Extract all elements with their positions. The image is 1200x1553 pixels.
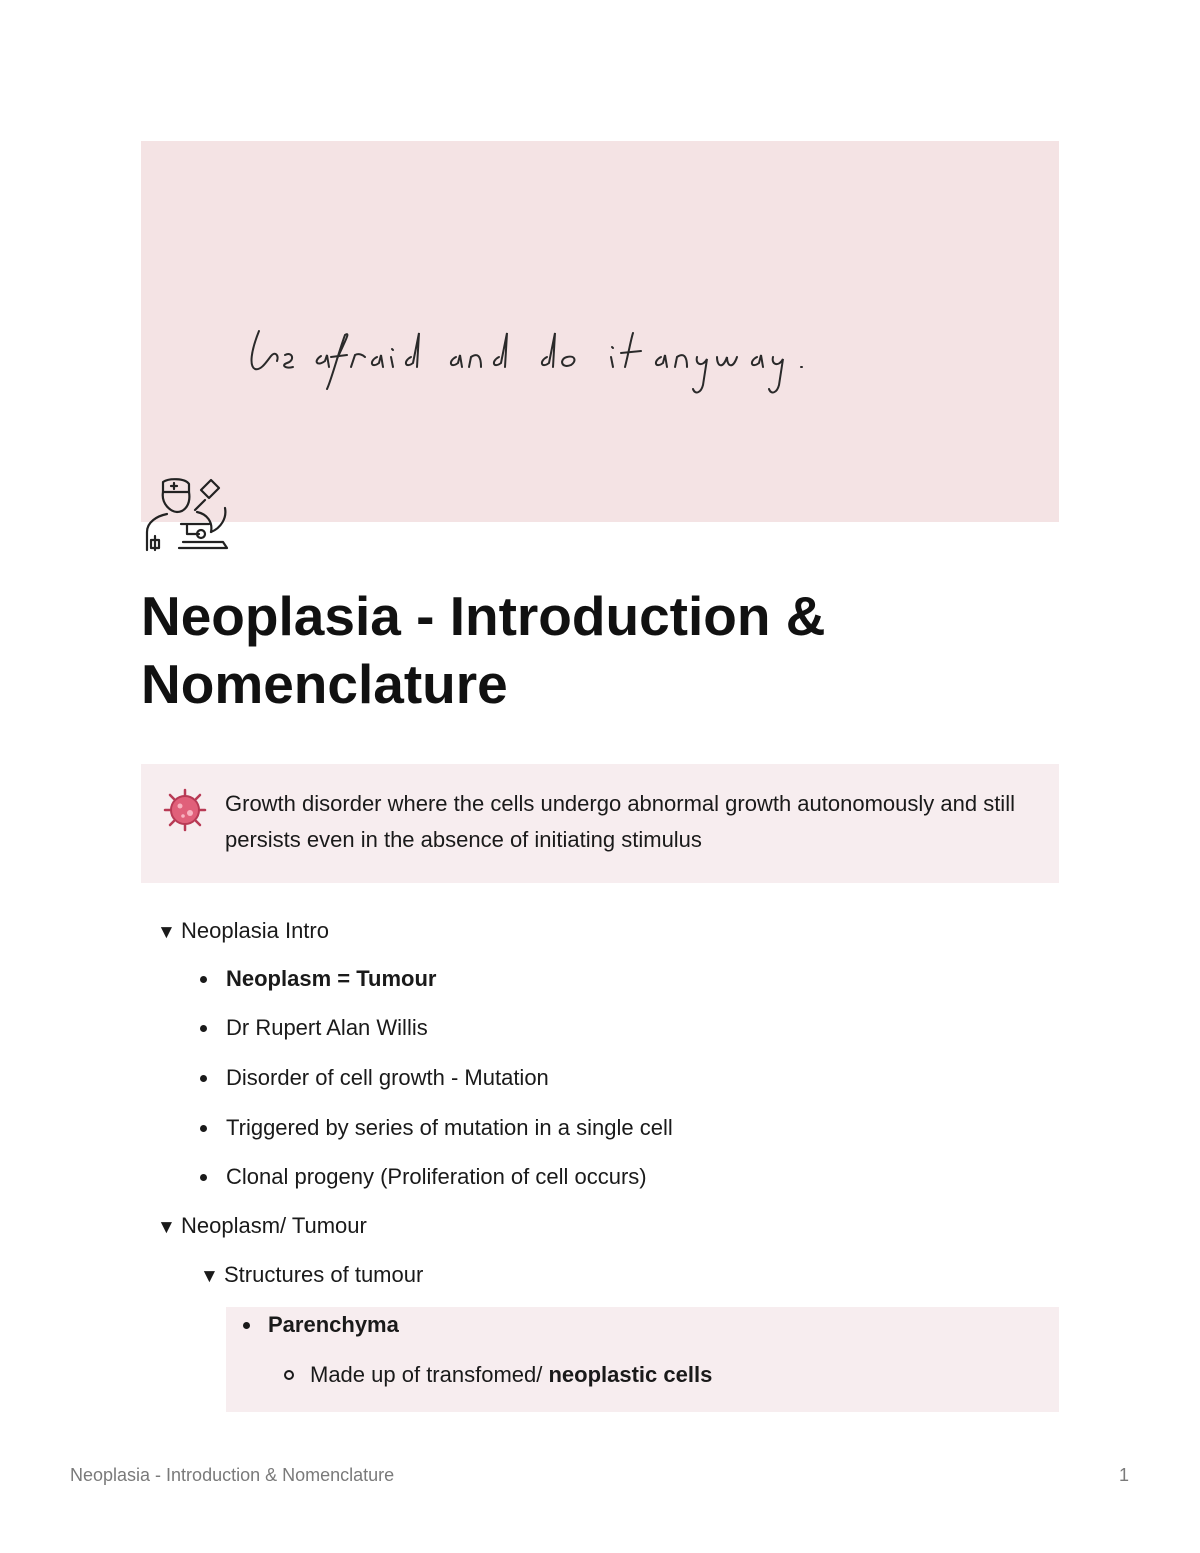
definition-callout [141,764,1059,883]
doctor-microscope-icon [141,476,233,554]
toggle-neoplasia-intro[interactable] [157,916,329,948]
bullet-icon [200,1075,207,1082]
toggle-triangle-icon[interactable]: ▼ [157,922,176,943]
sub-item-bold: neoplastic cells [548,1362,713,1387]
list-item: Neoplasm = Tumour [226,966,437,991]
list-item: Triggered by series of mutation in a single cell [226,1115,673,1140]
callout-text: Growth disorder where the cells undergo abnormal growth autonomously and still persists even in the absence of initiating stimulus [225,791,1015,852]
toggle-label: Neoplasm/ Tumour [181,1213,367,1238]
page-title: Neoplasia - Introduction & Nomenclature [141,585,826,715]
list-item: Dr Rupert Alan Willis [226,1015,428,1040]
list-item: Clonal progeny (Proliferation of cell occurs) [226,1164,647,1189]
cover-image [141,141,1059,522]
toggle-neoplasm-tumour[interactable] [157,1211,367,1243]
bullet-icon [200,1125,207,1132]
page-number: 1 [1118,1465,1129,1485]
list-item-parenchyma: Parenchyma [268,1312,399,1337]
sub-item-text: Made up of transfomed/ [310,1362,549,1387]
footer-title: Neoplasia - Introduction & Nomenclature [70,1465,395,1485]
list-item: Disorder of cell growth - Mutation [226,1065,549,1090]
list-item-sub [310,1360,712,1390]
bullet-icon [200,976,207,983]
toggle-label: Neoplasia Intro [181,918,329,943]
bullet-icon [243,1322,250,1329]
toggle-structures-of-tumour[interactable] [200,1260,423,1292]
bullet-icon [200,1025,207,1032]
toggle-label: Structures of tumour [224,1262,424,1287]
toggle-triangle-icon[interactable]: ▼ [157,1217,176,1238]
virus-icon [161,786,209,834]
circle-bullet-icon [284,1370,294,1380]
toggle-triangle-icon[interactable]: ▼ [200,1266,219,1287]
handwritten-quote [241,311,1001,401]
bullet-icon [200,1174,207,1181]
